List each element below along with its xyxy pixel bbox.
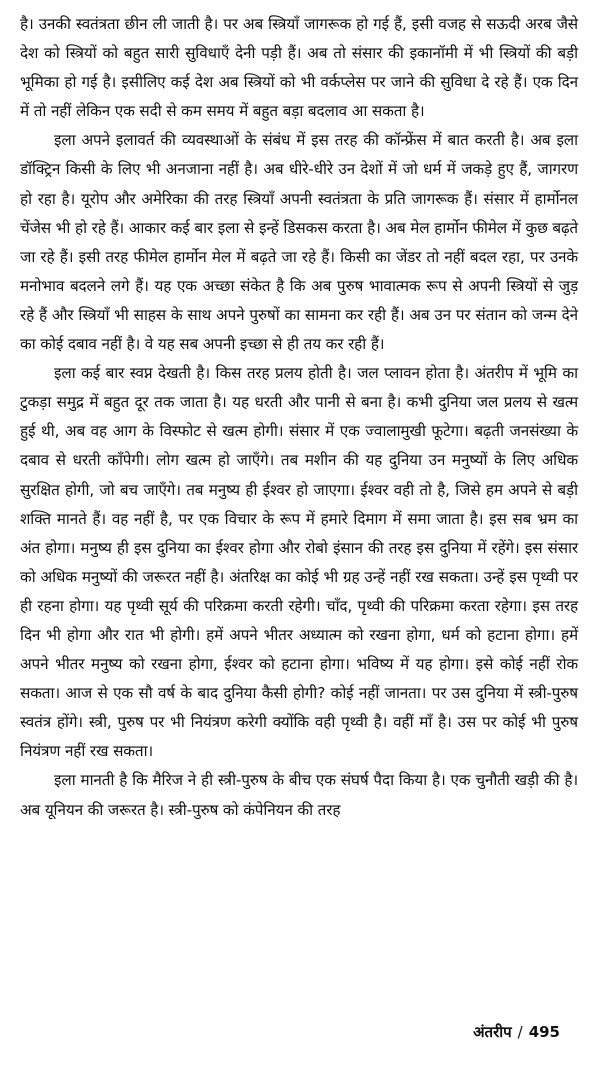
page-footer (473, 1022, 560, 1042)
paragraph-3: इला कई बार स्वप्न देखती है। किस तरह प्रलय होती है। जल प्लावन होता है। अंतरीप में भूमि का टुकड़ा समुद्र में बहुत दूर तक जाता है। यह धरती और पानी से बना है। कभी दुनिया जल प्रलय से खत्म हुई थी, अब वह आग के विस्फोट से खत्म होगी। संसार में एक ज्वालामुखी फूटेगा। बढ़ती जनसंख्या के दबाव से धरती काँपेगी। लोग खत्म हो जाएँगे। तब मशीन की यह दुनिया उन मनुष्यों के लिए अधिक सुरक्षित होगी, जो बच जाएँगे। तब मनुष्य ही ईश्वर हो जाएगा। ईश्वर वही तो है, जिसे हम अपने से बड़ी शक्ति मानते हैं। वह नहीं है, पर एक विचार के रूप में हमारे दिमाग में समा जाता है। इस सब भ्रम का अंत होगा। मनुष्य ही इस दुनिया का ईश्वर होगा और रोबो इंसान की तरह इस दुनिया में रहेंगे। इस संसार को अधिक मनुष्यों की जरूरत नहीं है। अंतरिक्ष का कोई भी ग्रह उन्हें नहीं रख सकता। उन्हें इस पृथ्वी पर ही रहना होगा। यह पृथ्वी सूर्य की परिक्रमा करती रहेगी। चाँद, पृथ्वी की परिक्रमा करता रहेगा। इस तरह दिन भी होगा और रात भी होगी। हमें अपने भीतर अध्यात्म को रखना होगा, धर्म को हटाना होगा। हमें अपने भीतर मनुष्य को रखना होगा, ईश्वर को हटाना होगा। भविष्य में यह होगा। इसे कोई नहीं रोक सकता। आज से एक सौ वर्ष के बाद दुनिया कैसी होगी? कोई नहीं जानता। पर उस दुनिया में स्त्री-पुरुष स्वतंत्र होंगे। स्त्री, पुरुष पर भी नियंत्रण करेगी क्योंकि वही पृथ्वी है। वहीं माँ है। उस पर कोई भी पुरुष नियंत्रण नहीं रख सकता। (20, 364, 578, 761)
paragraph-2: इला अपने इलावर्त की व्यवस्थाओं के संबंध में इस तरह की कॉन्फ्रेंस में बात करती है। अब इला डॉक्ट्रिन किसी के लिए भी अनजाना नहीं है। अब धीरे-धीरे उन देशों में जो धर्म में जकड़े हुए हैं, जागरण हो रहा है। यूरोप और अमेरिका की तरह स्त्रियाँ अपनी स्वतंत्रता के प्रति जागरूक हैं। संसार में हार्मोनल चेंजेस भी हो रहे हैं। आकार कई बार इला से इन्हें डिसकस करता है। अब मेल हार्मोन फीमेल में कुछ बढ़ते जा रहे हैं। इसी तरह फीमेल हार्मोन मेल में बढ़ते जा रहे हैं। किसी का जेंडर तो नहीं बदल रहा, पर उनके मनोभाव बदलने लगे हैं। यह एक अच्छा संकेत है कि अब पुरुष भावात्मक रूप से अपनी स्त्रियों से जुड़ रहे हैं और स्त्रियाँ भी साहस के साथ अपने पुरुषों का सामना कर रही हैं। अब उन पर संतान को जन्म देने का कोई दबाव नहीं है। वे यह सब अपनी इच्छा से ही तय कर रही हैं। (20, 131, 579, 354)
paragraph-1: है। उनकी स्वतंत्रता छीन ली जाती है। पर अब स्त्रियाँ जागरूक हो गई हैं, इसी वजह से सऊदी अरब जैसे देश को स्त्रियों को बहुत सारी सुविधाएँ देनी पड़ी हैं। अब तो संसार की इकानॉमी में भी स्त्रियों की बड़ी भूमिका हो गई है। इसीलिए कई देश अब स्त्रियों को भी वर्कप्लेस पर जाने की सुविधा दे रहे हैं। एक दिन में तो नहीं लेकिन एक सदी से कम समय में बहुत बड़ा बदलाव आ सकता है। (20, 15, 578, 121)
footer-page-number: 495 (528, 1023, 560, 1041)
page-body (20, 10, 578, 825)
footer-separator: / (517, 1023, 523, 1041)
footer-book-title: अंतरीप (473, 1023, 512, 1041)
paragraph-4: इला मानती है कि मैरिज ने ही स्त्री-पुरुष के बीच एक संघर्ष पैदा किया है। एक चुनौती खड़ी की है। अब यूनियन की जरूरत है। स्त्री-पुरुष को कंपेनियन की तरह (20, 771, 578, 819)
